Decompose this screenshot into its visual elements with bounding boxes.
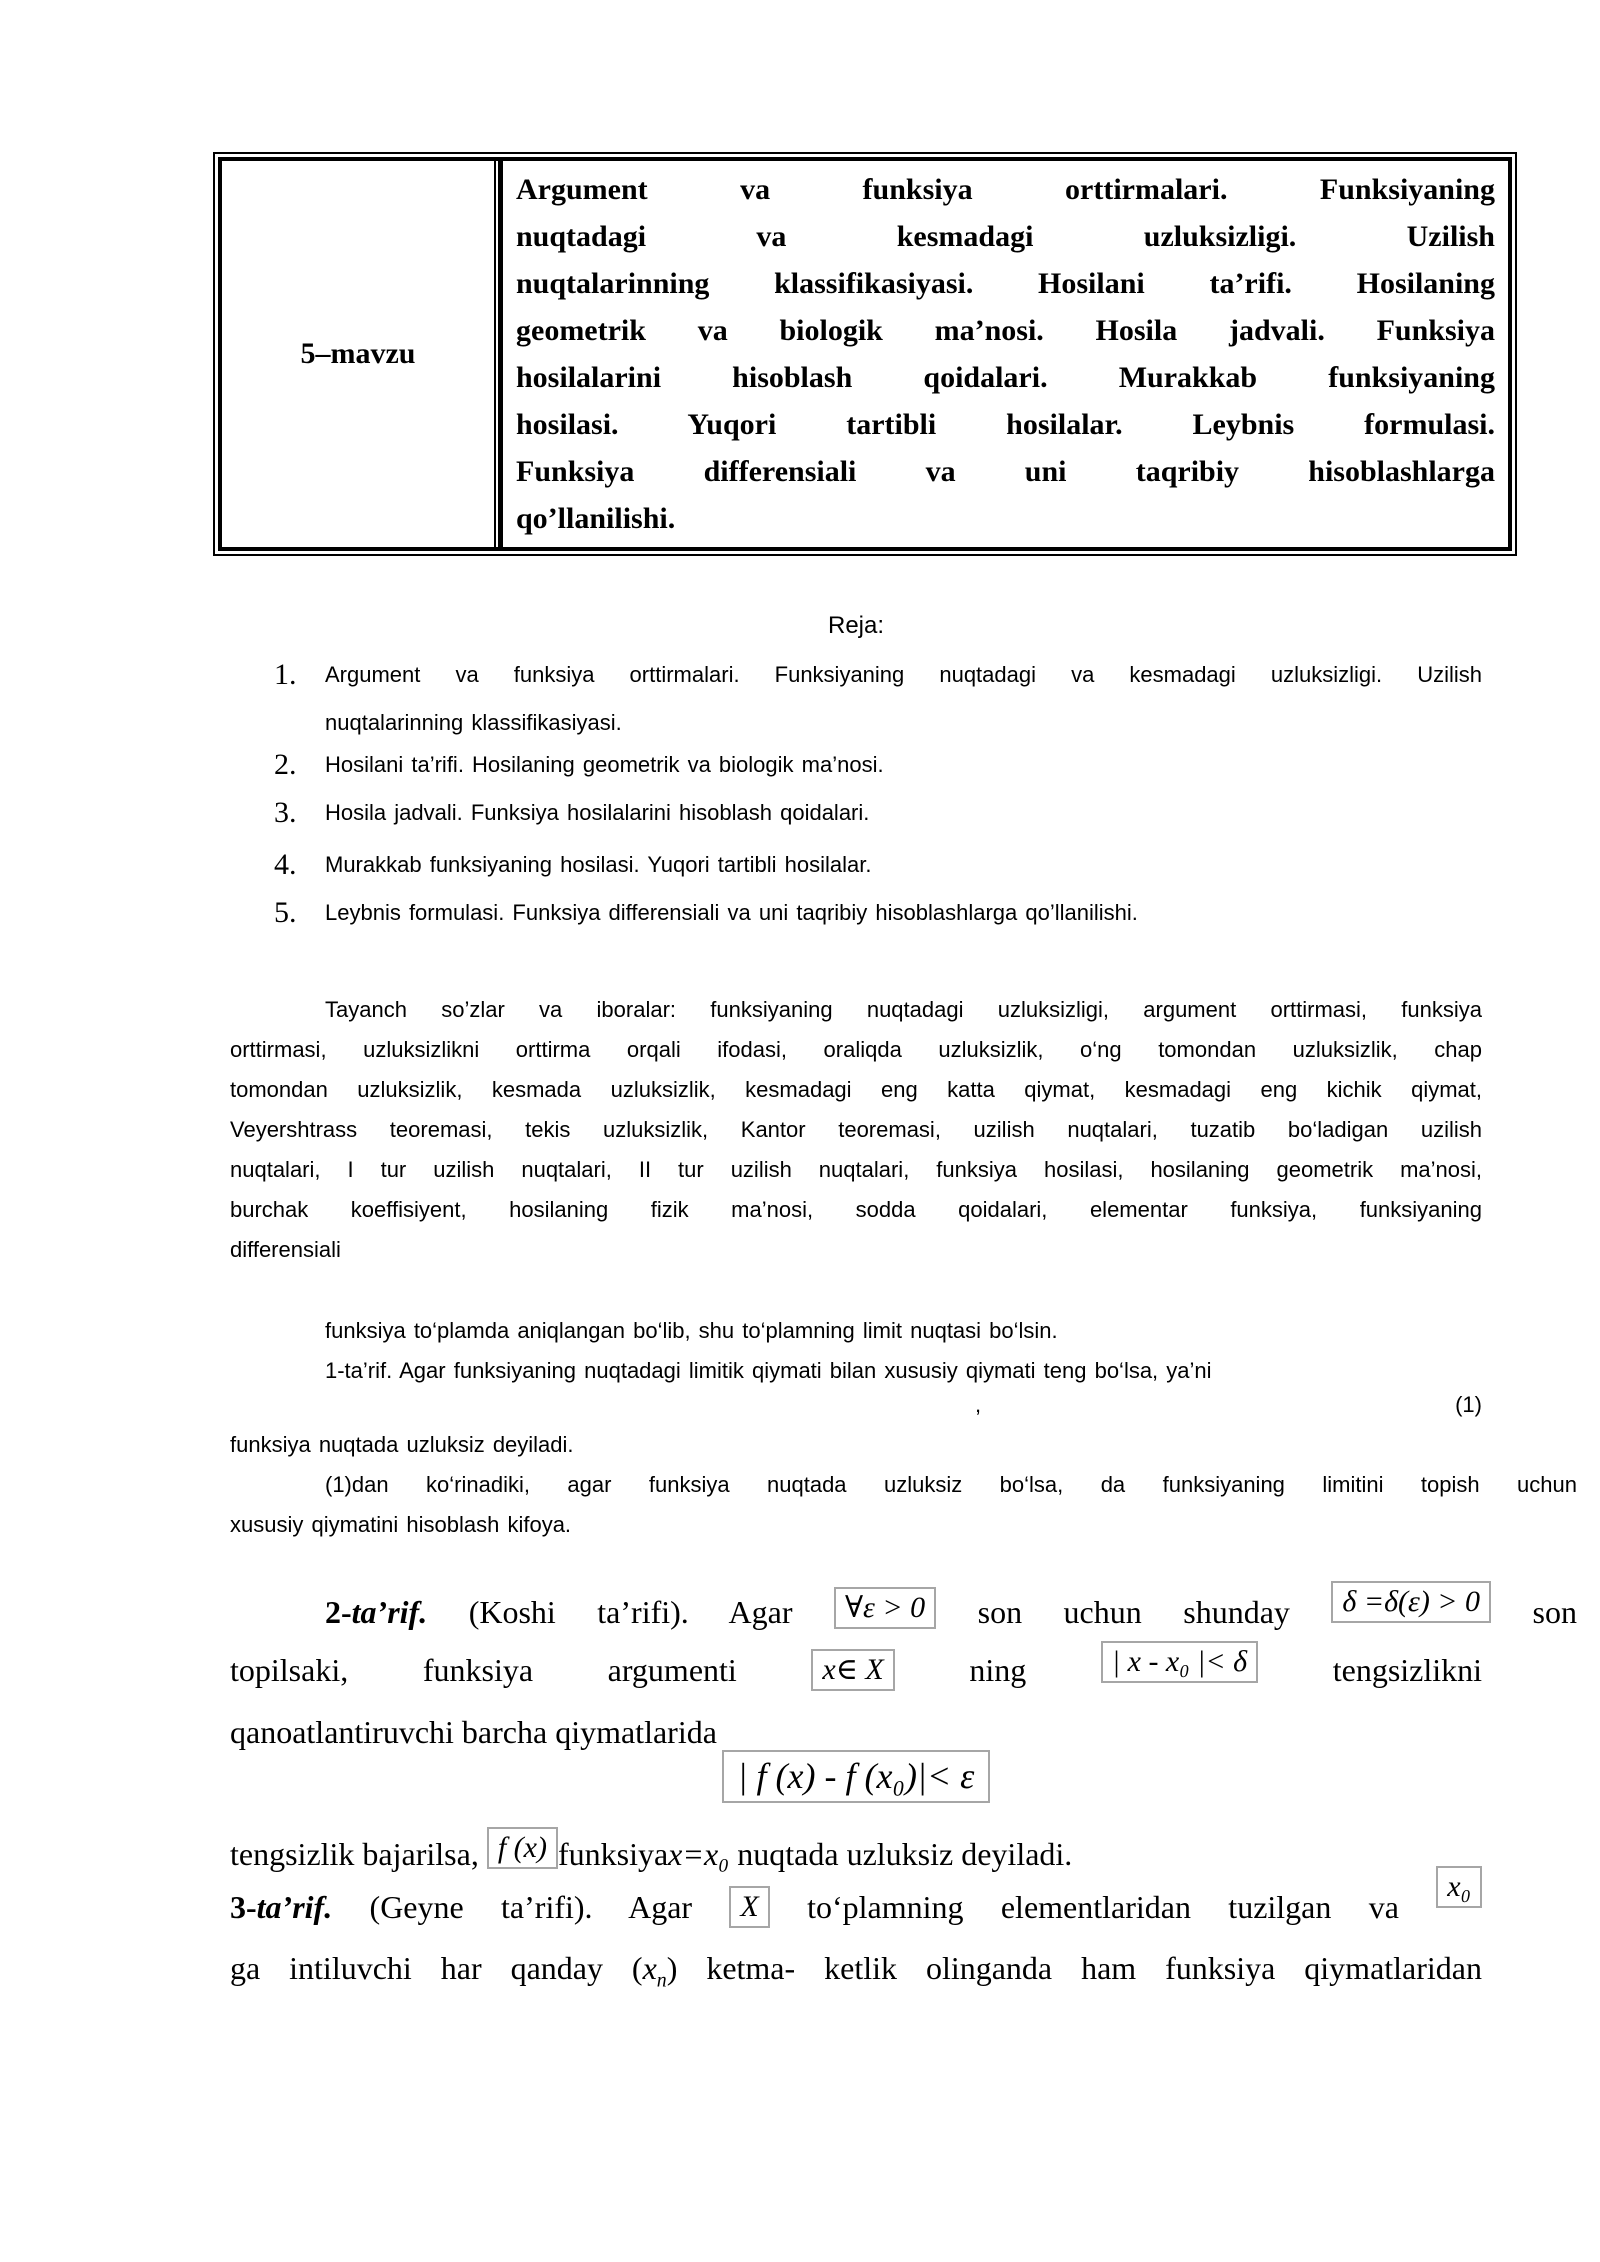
definition-2-label: ta’rif. [351,1594,428,1630]
text-run: ga intiluvchi har qanday ( [230,1950,643,1986]
definition-3-line-2 [230,1944,1482,2004]
topic-line: Funksiya differensiali va uni taqribiy hisoblashlarga [516,455,1495,488]
definition-3-label: ta’rif. [256,1889,333,1925]
topic-line: nuqtalarinning klassifikasiyasi. Hosilani ta’rifi. Hosilaning [516,267,1495,300]
definition-2-line-3: qanoatlantiruvchi barcha qiymatlarida [230,1714,717,1750]
word: tengsizlikni [1332,1652,1483,1688]
keywords-line: burchak koeffisiyent, hosilaning fizik ma’nosi, sodda qoidalari, elementar funksiya, funksiyaning [230,1197,1482,1222]
topic-table [213,152,1517,556]
topic-line: geometrik va biologik ma’nosi. Hosila jadvali. Funksiya [516,314,1495,347]
list-item-text: Argument va funksiya orttirmalari. Funksiyaning nuqtadagi va kesmadagi uzluksizligi. Uzilish [325,662,1482,687]
keywords-line: orttirmasi, uzluksizlikni orttirma orqali ifodasi, oraliqda uzluksizlik, o‘ng tomondan uzluksizlik, chap [230,1037,1482,1062]
formula-abs-x-x0-delta: | x - x₀ |< δ [1101,1641,1258,1683]
definition-2-end: son [1532,1594,1577,1630]
formula-forall-epsilon: ∀ε > 0 [834,1587,936,1629]
math-x: x [642,1950,657,1986]
list-item-number: 2. [274,748,297,781]
formula-set-X: X [729,1886,769,1928]
definition-2-line-1 [230,1585,1577,1636]
word: funksiya [422,1652,534,1688]
formula-x-in-X: x∈ X [811,1649,894,1691]
topic-line: hosilasi. Yuqori tartibli hosilalar. Leybnis formulasi. [516,408,1495,441]
topic-label: 5–mavzu [300,337,416,370]
table-column-divider [494,161,503,547]
keywords-line: nuqtalari, I tur uzilish nuqtalari, II tur uzilish nuqtalari, funksiya hosilasi, hosilaning geometrik ma’nosi, [230,1157,1482,1182]
formula-delta-of-epsilon: δ =δ(ε) > 0 [1331,1581,1491,1623]
plan-heading: Reja: [827,612,885,639]
list-item [230,845,1482,885]
centered-formula-line [230,1750,1482,1803]
definition-2-mid: son uchun shunday [977,1594,1332,1630]
body-continuation-line: funksiya nuqtada uzluksiz deyiladi. [230,1432,574,1457]
topic-cell [222,161,494,547]
body-follow-line: (1)dan ko‘rinadiki, agar funksiya nuqtada uzluksiz bo‘lsa, da funksiyaning limitini topish uchun [325,1472,1577,1497]
text-run: tengsizlik bajarilsa, [230,1836,487,1872]
list-item-text: Leybnis formulasi. Funksiya differensiali va uni taqribiy hisoblashlarga qo’llanilishi. [325,900,1138,925]
math-x-equals-x0: x=x₀ [668,1836,730,1872]
word: ning [969,1652,1027,1688]
definition-3-number: 3- [230,1889,257,1925]
list-item-text: nuqtalarinning klassifikasiyasi. [325,710,622,735]
definition-2-line-5 [230,1830,1482,1878]
list-item [230,655,1482,695]
keywords-paragraph [230,990,1482,1270]
list-item-text: Hosilani ta’rifi. Hosilaning geometrik va biologik ma’nosi. [325,752,884,777]
body-follow-line-2: xususiy qiymatini hisoblash kifoya. [230,1512,572,1537]
text-run: funksiya [557,1836,669,1872]
math-sub-n: n [656,1969,667,1992]
formula-x0: x₀ [1436,1866,1482,1908]
definition-3-mid: to‘plamning elementlaridan tuzilgan va [807,1889,1437,1925]
equation-comma: , [975,1392,982,1417]
definition-2-number: 2- [325,1594,352,1630]
topic-line: qo’llanilishi. [516,502,676,535]
text-run: ) ketma- ketlik olinganda ham funksiya qiymatlaridan [666,1950,1483,1986]
text-run: nuqtada uzluksiz deyiladi. [729,1836,1073,1872]
list-item [230,745,1482,785]
topic-table-inner [218,157,1512,551]
list-item-number: 1. [274,658,297,691]
list-item-continuation [230,703,1482,743]
definition-3-line-1 [230,1870,1482,1931]
definition-2-line-2 [230,1646,1482,1694]
definition-3-intro: (Geyne ta’rifi). Agar [332,1889,730,1925]
list-item-number: 3. [274,796,297,829]
list-item [230,793,1482,833]
definition-2-intro: (Koshi ta’rifi). Agar [427,1594,834,1630]
list-item-text: Hosila jadvali. Funksiya hosilalarini hisoblash qoidalari. [325,800,870,825]
keywords-line: Tayanch so’zlar va iboralar: funksiyaning nuqtadagi uzluksizligi, argument orttirmasi, funksiya [325,997,1482,1022]
topic-line: Argument va funksiya orttirmalari. Funksiyaning [516,173,1495,206]
keywords-line: differensiali [230,1237,341,1262]
word: argumenti [607,1652,737,1688]
topic-line: nuqtadagi va kesmadagi uzluksizligi. Uzilish [516,220,1495,253]
formula-fx: f (x) [487,1827,558,1869]
formula-abs-fx-fx0-epsilon: | f (x) - f (x₀)|< ε [722,1750,991,1803]
list-item-number: 4. [274,848,297,881]
list-item-text: Murakkab funksiyaning hosilasi. Yuqori tartibli hosilalar. [325,852,872,877]
list-item [230,893,1482,933]
topic-line: hosilalarini hisoblash qoidalari. Murakkab funksiyaning [516,361,1495,394]
equation-number: (1) [1455,1392,1482,1417]
definition-1-line: 1-ta’rif. Agar funksiyaning nuqtadagi limitik qiymati bilan xususiy qiymati teng bo‘lsa, ya’ni [325,1358,1212,1383]
keywords-line: Veyershtrass teoremasi, tekis uzluksizlik, Kantor teoremasi, uzilish nuqtalari, tuzatib bo‘ladigan uzilish [230,1117,1482,1142]
body-intro-line: funksiya to‘plamda aniqlangan bo‘lib, shu to‘plamning limit nuqtasi bo‘lsin. [325,1318,1058,1343]
list-item-number: 5. [274,896,297,929]
topic-description-cell [503,161,1508,547]
word: topilsaki, [230,1652,349,1688]
keywords-line: tomondan uzluksizlik, kesmada uzluksizlik, kesmadagi eng katta qiymat, kesmadagi eng kichik qiymat, [230,1077,1482,1102]
